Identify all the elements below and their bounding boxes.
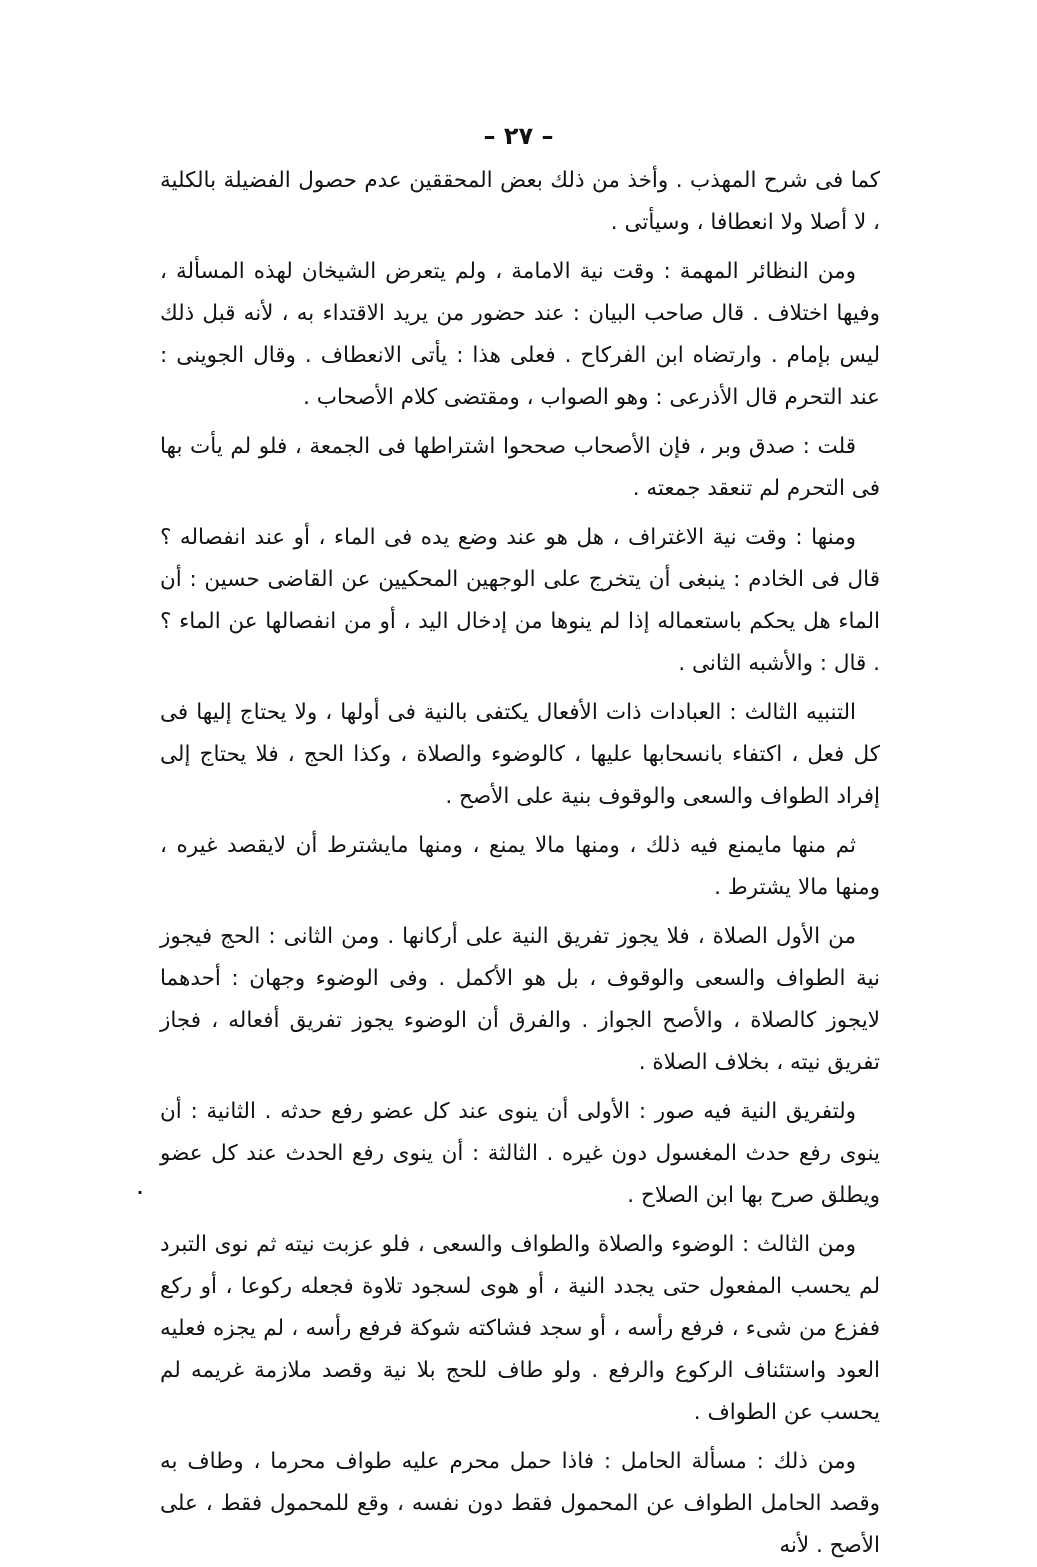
paragraph-1: كما فى شرح المهذب . وأخذ من ذلك بعض المحققين عدم حصول الفضيلة بالكلية ، لا أصلا ولا انعطافا ، وسيأتى .	[160, 168, 880, 235]
paragraph-3: قلت : صدق وبر ، فإن الأصحاب صححوا اشتراطها فى الجمعة ، فلو لم يأت بها فى التحرم لم تنعقد جمعته .	[160, 434, 880, 501]
paragraph-5: التنبيه الثالث : العبادات ذات الأفعال يكتفى بالنية فى أولها ، ولا يحتاج إليها فى كل فعل ، اكتفاء بانسحابها عليها ، كالوضوء والصلاة ، وكذا الحج ، فلا يحتاج إلى إفراد الطواف والسعى والوقوف بنية على الأصح .	[160, 700, 880, 809]
paragraph-2: ومن النظائر المهمة : وقت نية الامامة ، ولم يتعرض الشيخان لهذه المسألة ، وفيها اختلاف . قال صاحب البيان : عند حضور من يريد الاقتداء به ، لأنه قبل ذلك ليس بإمام . وارتضاه ابن الفركاح . فعلى هذا : يأتى الانعطاف . وقال الجوينى : عند التحرم قال الأذرعى : وهو الصواب ، ومقتضى كلام الأصحاب .	[160, 259, 880, 410]
page-number: – ٢٧ –	[483, 122, 554, 150]
paragraph-7: من الأول الصلاة ، فلا يجوز تفريق النية على أركانها . ومن الثانى : الحج فيجوز نية الطواف والسعى والوقوف ، بل هو الأكمل . وفى الوضوء وجهان : أحدهما لايجوز كالصلاة ، والأصح الجواز . والفرق أن الوضوء يجوز تفريق أفعاله ، فجاز تفريق نيته ، بخلاف الصلاة .	[160, 924, 880, 1075]
paragraph-10: ومن ذلك : مسألة الحامل : فاذا حمل محرم عليه طواف محرما ، وطاف به وقصد الحامل الطواف عن المحمول فقط دون نفسه ، وقع للمحمول فقط ، على الأصح . لأنه	[160, 1449, 880, 1558]
page-text-body	[160, 160, 880, 1567]
stray-ink-dot: ·	[137, 1183, 144, 1202]
paragraph-6: ثم منها مايمنع فيه ذلك ، ومنها مالا يمنع ، ومنها مايشترط أن لايقصد غيره ، ومنها مالا يشترط .	[160, 833, 880, 900]
paragraph-4: ومنها : وقت نية الاغتراف ، هل هو عند وضع يده فى الماء ، أو عند انفصاله ؟ قال فى الخادم : ينبغى أن يتخرج على الوجهين المحكيين عن القاضى حسين : أن الماء هل يحكم باستعماله إذا لم ينوها من إدخال اليد ، أو من انفصالها عن الماء ؟ . قال : والأشبه الثانى .	[160, 525, 880, 676]
paragraph-9: ومن الثالث : الوضوء والصلاة والطواف والسعى ، فلو عزبت نيته ثم نوى التبرد لم يحسب المفعول حتى يجدد النية ، أو هوى لسجود تلاوة فجعله ركوعا ، أو ركع ففزع من شىء ، فرفع رأسه ، أو سجد فشاكته شوكة فرفع رأسه ، لم يجزه فعليه العود واستئناف الركوع والرفع . ولو طاف للحج بلا نية وقصد ملازمة غريمه لم يحسب عن الطواف .	[160, 1232, 880, 1425]
paragraph-8: ولتفريق النية فيه صور : الأولى أن ينوى عند كل عضو رفع حدثه . الثانية : أن ينوى رفع حدث المغسول دون غيره . الثالثة : أن ينوى رفع الحدث عند كل عضو ويطلق صرح بها ابن الصلاح .	[160, 1099, 880, 1208]
